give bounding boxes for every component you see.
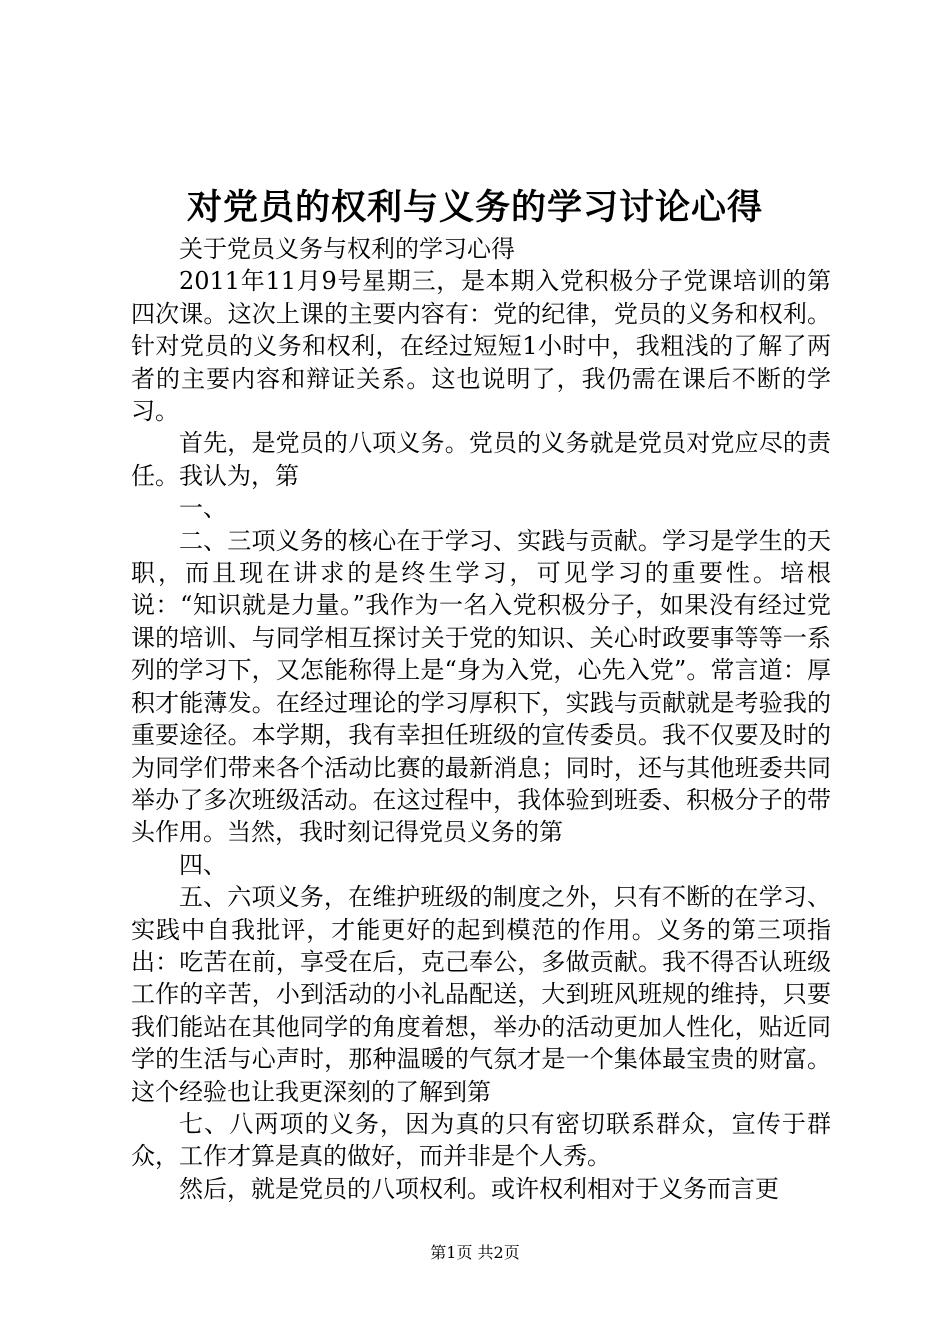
document-title: 对党员的权利与义务的学习讨论心得: [186, 187, 763, 228]
paragraph-item-four: 四、: [179, 850, 227, 879]
paragraph-duties-two-three: 二、三项义务的核心在于学习、实践与贡献。学习是学生的天职，而且现在讲求的是终生学习，可见学习的重要性。培根说：“知识就是力量。”我作为一名入党积极分子，如果没有经过党课的培训、与同学相互探讨关于党的知识、关心时政要事等等一系列的学习下，又怎能称得上是“身为入党，心先入党”。常言道：厚积才能薄发。在经过理论的学习厚积下，实践与贡献就是考验我的重要途径。本学期，我有幸担任班级的宣传委员。我不仅要及时的为同学们带来各个活动比赛的最新消息；同时，还与其他班委共同举办了多次班级活动。在这过程中，我体验到班委、积极分子的带头作用。当然，我时刻记得党员义务的第: [131, 526, 831, 847]
paragraph-subtitle: 关于党员义务与权利的学习心得: [179, 235, 515, 263]
paragraph-duties-seven-eight: 七、八两项的义务，因为真的只有密切联系群众，宣传于群众，工作才算是真的做好，而并非是个人秀。: [131, 1109, 831, 1171]
paragraph-duties-five-six: 五、六项义务，在维护班级的制度之外，只有不断的在学习、实践中自我批评，才能更好的起到模范的作用。义务的第三项指出：吃苦在前，享受在后，克己奉公，多做贡献。我不得否认班级工作的辛苦，小到活动的小礼品配送，大到班风班规的维持，只要我们能站在其他同学的角度着想，举办的活动更加人性化，贴近同学的生活与心声时，那种温暖的气氛才是一个集体最宝贵的财富。这个经验也让我更深刻的了解到第: [131, 883, 831, 1106]
paragraph-rights-intro: 然后，就是党员的八项权利。或许权利相对于义务而言更: [179, 1174, 779, 1203]
document-body: [131, 233, 831, 1205]
paragraph-intro: 2011年11月9号星期三，是本期入党积极分子党课培训的第四次课。这次上课的主要内容有：党的纪律，党员的义务和权利。针对党员的义务和权利，在经过短短1小时中，我粗浅的了解了两者的主要内容和辩证关系。这也说明了，我仍需在课后不断的学习。: [131, 267, 831, 426]
paragraph-duties-intro: 首先，是党员的八项义务。党员的义务就是党员对党应尽的责任。我认为，第: [131, 429, 831, 490]
paragraph-item-one: 一、: [179, 494, 227, 523]
page-number-footer: 第1页 共2页: [430, 1243, 520, 1262]
